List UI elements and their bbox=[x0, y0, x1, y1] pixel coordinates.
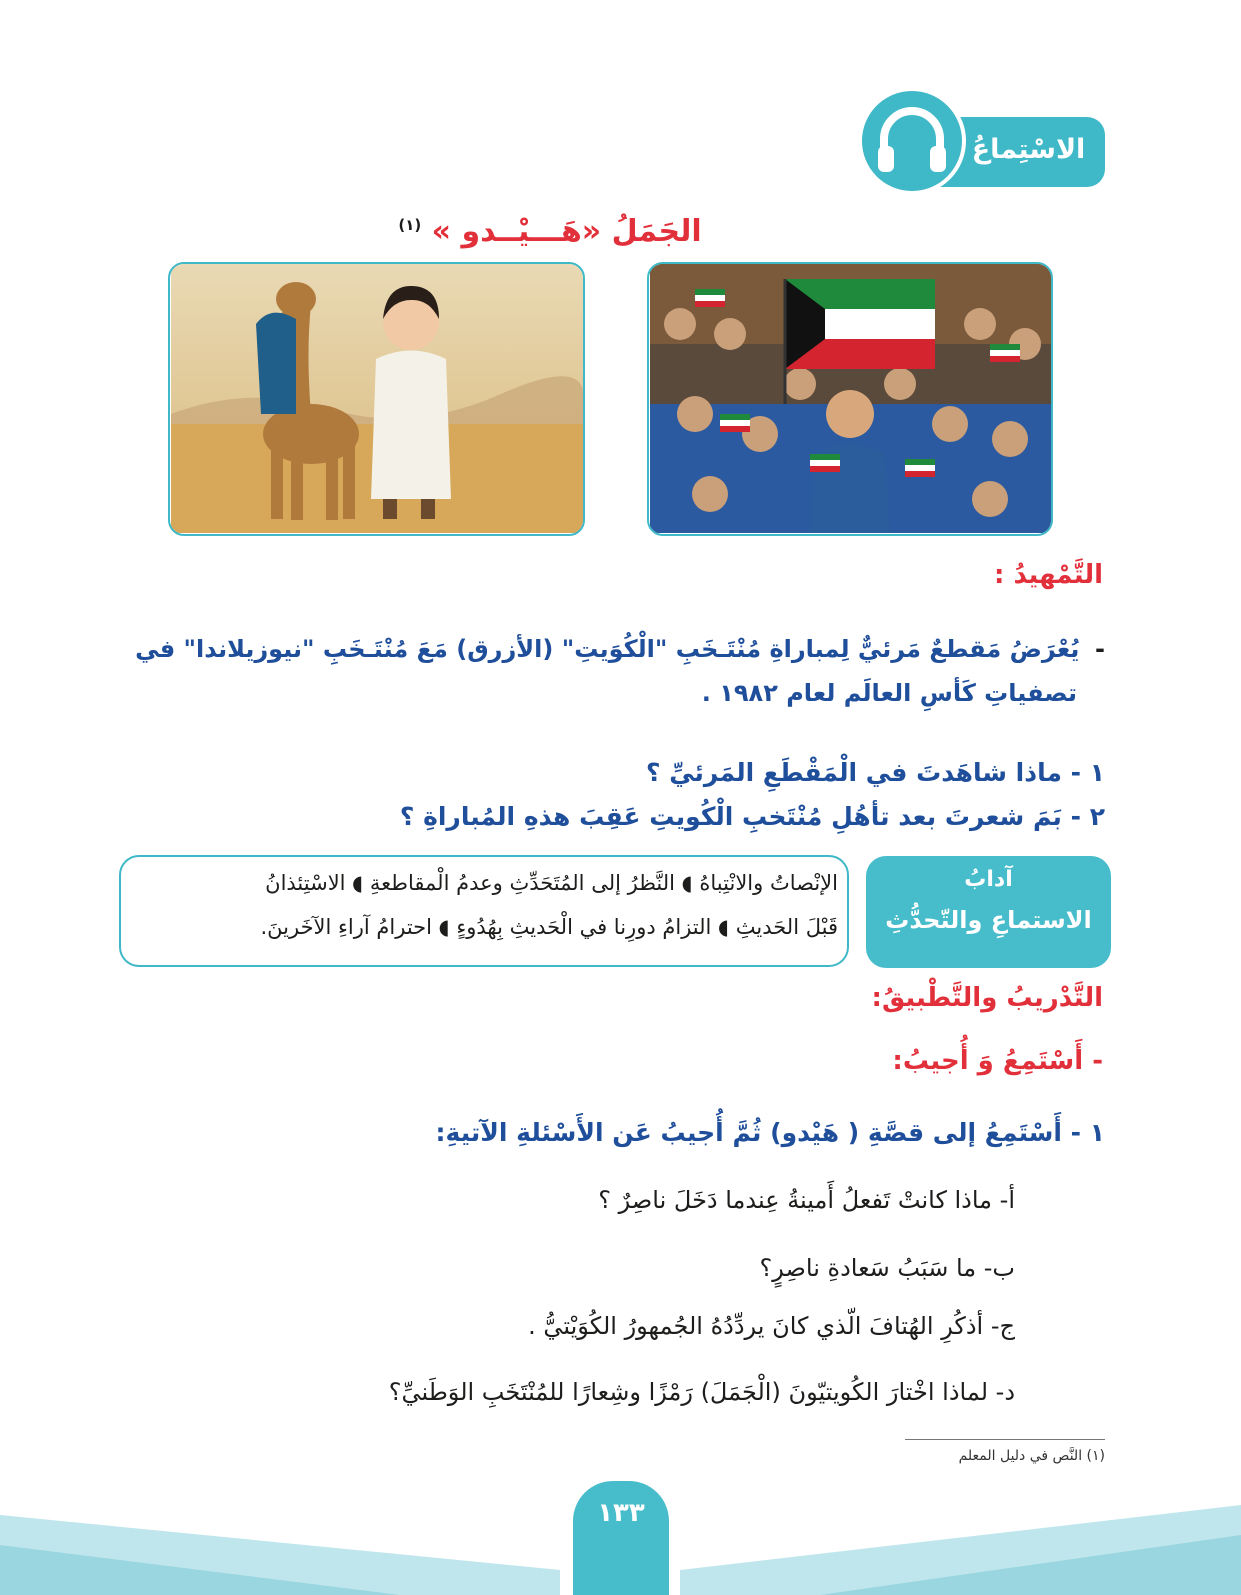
page-number: ١٣٣ bbox=[597, 1498, 645, 1528]
answer-a: أ- ماذا كانتْ تَفعلُ أَمينةُ عِندما دَخَلَ ناصِرٌ ؟ bbox=[598, 1186, 1015, 1214]
footnote-divider bbox=[905, 1439, 1105, 1440]
section-header-label: الاسْتِماعُ bbox=[971, 134, 1086, 165]
etiquette-line-2: قَبْلَ الحَديثِ ◖ التزامُ دورِنا في الْحَديثِ بِهُدُوءٍ ◖ احترامُ آراءِ الآخَرينَ. bbox=[260, 915, 838, 939]
etiquette-line-1: الإنْصاتُ والانْتِباهُ ◖ النَّظرُ إلى المُتَحَدِّثِ وعدمُ الْمقاطعةِ ◖ الاسْتِئذانُ bbox=[265, 871, 838, 895]
headphones-icon bbox=[862, 91, 962, 191]
intro-question-1: ١ - ماذا شاهَدتَ في الْمَقْطَعِ المَرئيِّ ؟ bbox=[646, 758, 1105, 787]
answer-d: د- لماذا اخْتارَ الكُويتيّونَ (الْجَمَلَ) رَمْزًا وشِعارًا للمُنْتَخَبِ الوَطَنيِّ؟ bbox=[388, 1378, 1015, 1406]
intro-line-1 bbox=[95, 627, 1105, 671]
etiquette-label bbox=[866, 860, 1111, 940]
etiquette-label-line-1: آدابُ bbox=[964, 867, 1013, 892]
intro-dash: - bbox=[1095, 635, 1105, 663]
etiquette-text bbox=[130, 861, 838, 949]
intro-line-2: تصفياتِ كَأسِ العالَم لعام ١٩٨٢ . bbox=[701, 679, 1077, 707]
footnote: (١) النَّص في دليل المعلم bbox=[958, 1448, 1105, 1464]
practice-task: ١ - أَسْتَمِعُ إلى قصَّةِ ( هَيْدو) ثُمَّ أُجيبُ عَن الأَسْئلةِ الآتيةِ: bbox=[435, 1118, 1105, 1147]
practice-heading: التَّدْريبُ والتَّطْبيقُ: bbox=[871, 983, 1103, 1013]
camel-child-image bbox=[168, 262, 585, 536]
story-title-footnote-mark: (١) bbox=[398, 216, 422, 234]
answer-c: ج- أذكُرِ الهُتافَ الّذي كانَ يردِّدُهُ الجُمهورُ الكُوَيْتيُّ . bbox=[528, 1312, 1015, 1340]
story-title-text: الجَمَلُ «هَـــيْــدو » bbox=[431, 214, 702, 249]
intro-paragraph bbox=[95, 627, 1105, 715]
headphones-icon-circle bbox=[858, 87, 966, 195]
intro-line-1-text: يُعْرَضُ مَقطعٌ مَرئيٌّ لِمباراةِ مُنْتَـخَبِ "الْكُوَيتِ" (الأزرق) مَعَ مُنْتَـخَبِ "نيوزيلاندا" في bbox=[135, 635, 1080, 663]
intro-heading: التَّمْهيدُ : bbox=[994, 560, 1103, 590]
fans-with-flags-image bbox=[647, 262, 1053, 536]
story-title bbox=[300, 203, 800, 254]
intro-question-2: ٢ - بَمَ شعرتَ بعد تأهُلِ مُنْتَخبِ الْكُويتِ عَقِبَ هذهِ المُباراةِ ؟ bbox=[399, 802, 1105, 831]
answer-b: ب- ما سَبَبُ سَعادةِ ناصِرٍ؟ bbox=[759, 1254, 1015, 1282]
practice-subheading: - أَسْتَمِعُ وَ أُجيبُ: bbox=[892, 1046, 1103, 1076]
etiquette-label-line-2: الاستماعِ والتّحدُّثِ bbox=[885, 906, 1092, 934]
